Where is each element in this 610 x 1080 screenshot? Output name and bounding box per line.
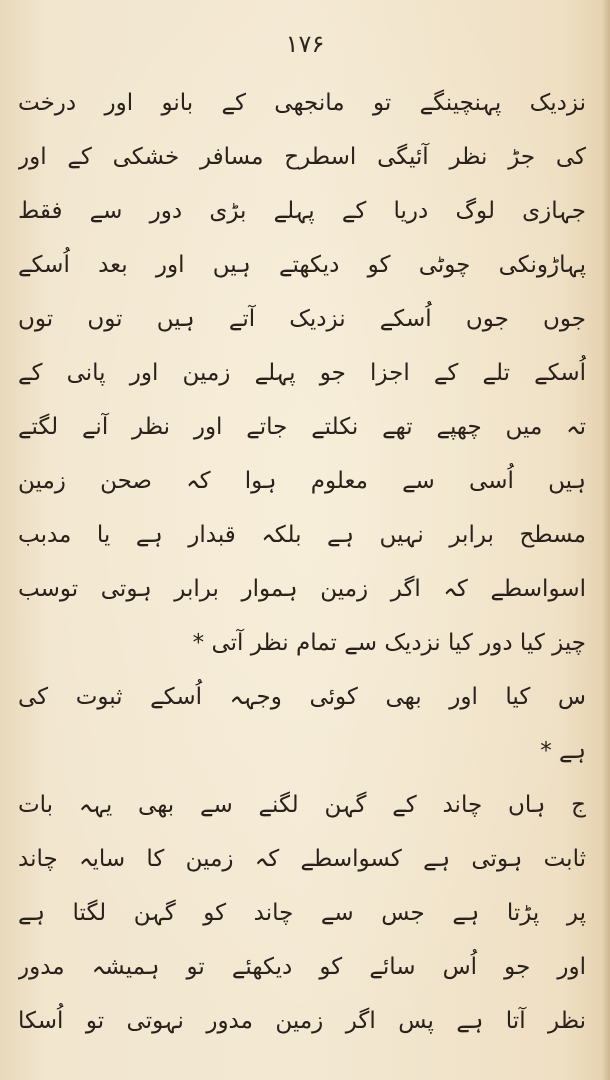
answer-line: ج ہاں چاند کے گہن لگنے سے بھی یہہ بات [18,792,586,818]
text-line: اُسکے تلے کے اجزا جو پہلے زمین اور پانی کے [18,360,586,386]
text-line: چیز کیا دور کیا نزدیک سے تمام نظر آتی * [192,630,586,656]
page-edge-shadow [602,0,610,1080]
text-line: کی جڑ نظر آئیگی اسطرح مسافر خشکی کے اور [18,144,586,170]
text-line: مسطح برابر نہیں ہے بلکہ قبدار ہے یا مدبب [18,522,586,548]
text-line: پر پڑتا ہے جس سے چاند کو گہن لگتا ہے [18,900,586,926]
text-line: نظر آتا ہے پس اگر زمین مدور نہوتی تو اُسکا [18,1008,586,1034]
text-line: تہ میں چھپے تھے نکلتے جاتے اور نظر آنے لگتے [18,414,586,440]
text-line: جہازی لوگ دریا کے پہلے بڑی دور سے فقط [18,198,586,224]
question-line-end: ہے * [540,738,586,764]
text-line: پہاڑونکی چوٹی کو دیکھتے ہیں اور بعد اُسکے [18,252,586,278]
text-line: نزدیک پہنچینگے تو مانجھی کے بانو اور درخت [18,90,586,116]
text-line: اسواسطے کہ اگر زمین ہموار برابر ہوتی توسب [18,576,586,602]
text-line: ثابت ہوتی ہے کسواسطے کہ زمین کا سایہ چاند [18,846,586,872]
question-line: س کیا اور بھی کوئی وجہہ اُسکے ثبوت کی [18,684,586,710]
page-number: ۱۷۶ [285,30,325,58]
text-line: ہیں اُسی سے معلوم ہوا کہ صحن زمین [18,468,586,494]
text-line: جوں جوں اُسکے نزدیک آتے ہیں توں توں [18,306,586,332]
page-text-body [18,76,586,1048]
text-line: اور جو اُس سائے کو دیکھئے تو ہمیشہ مدور [18,954,586,980]
